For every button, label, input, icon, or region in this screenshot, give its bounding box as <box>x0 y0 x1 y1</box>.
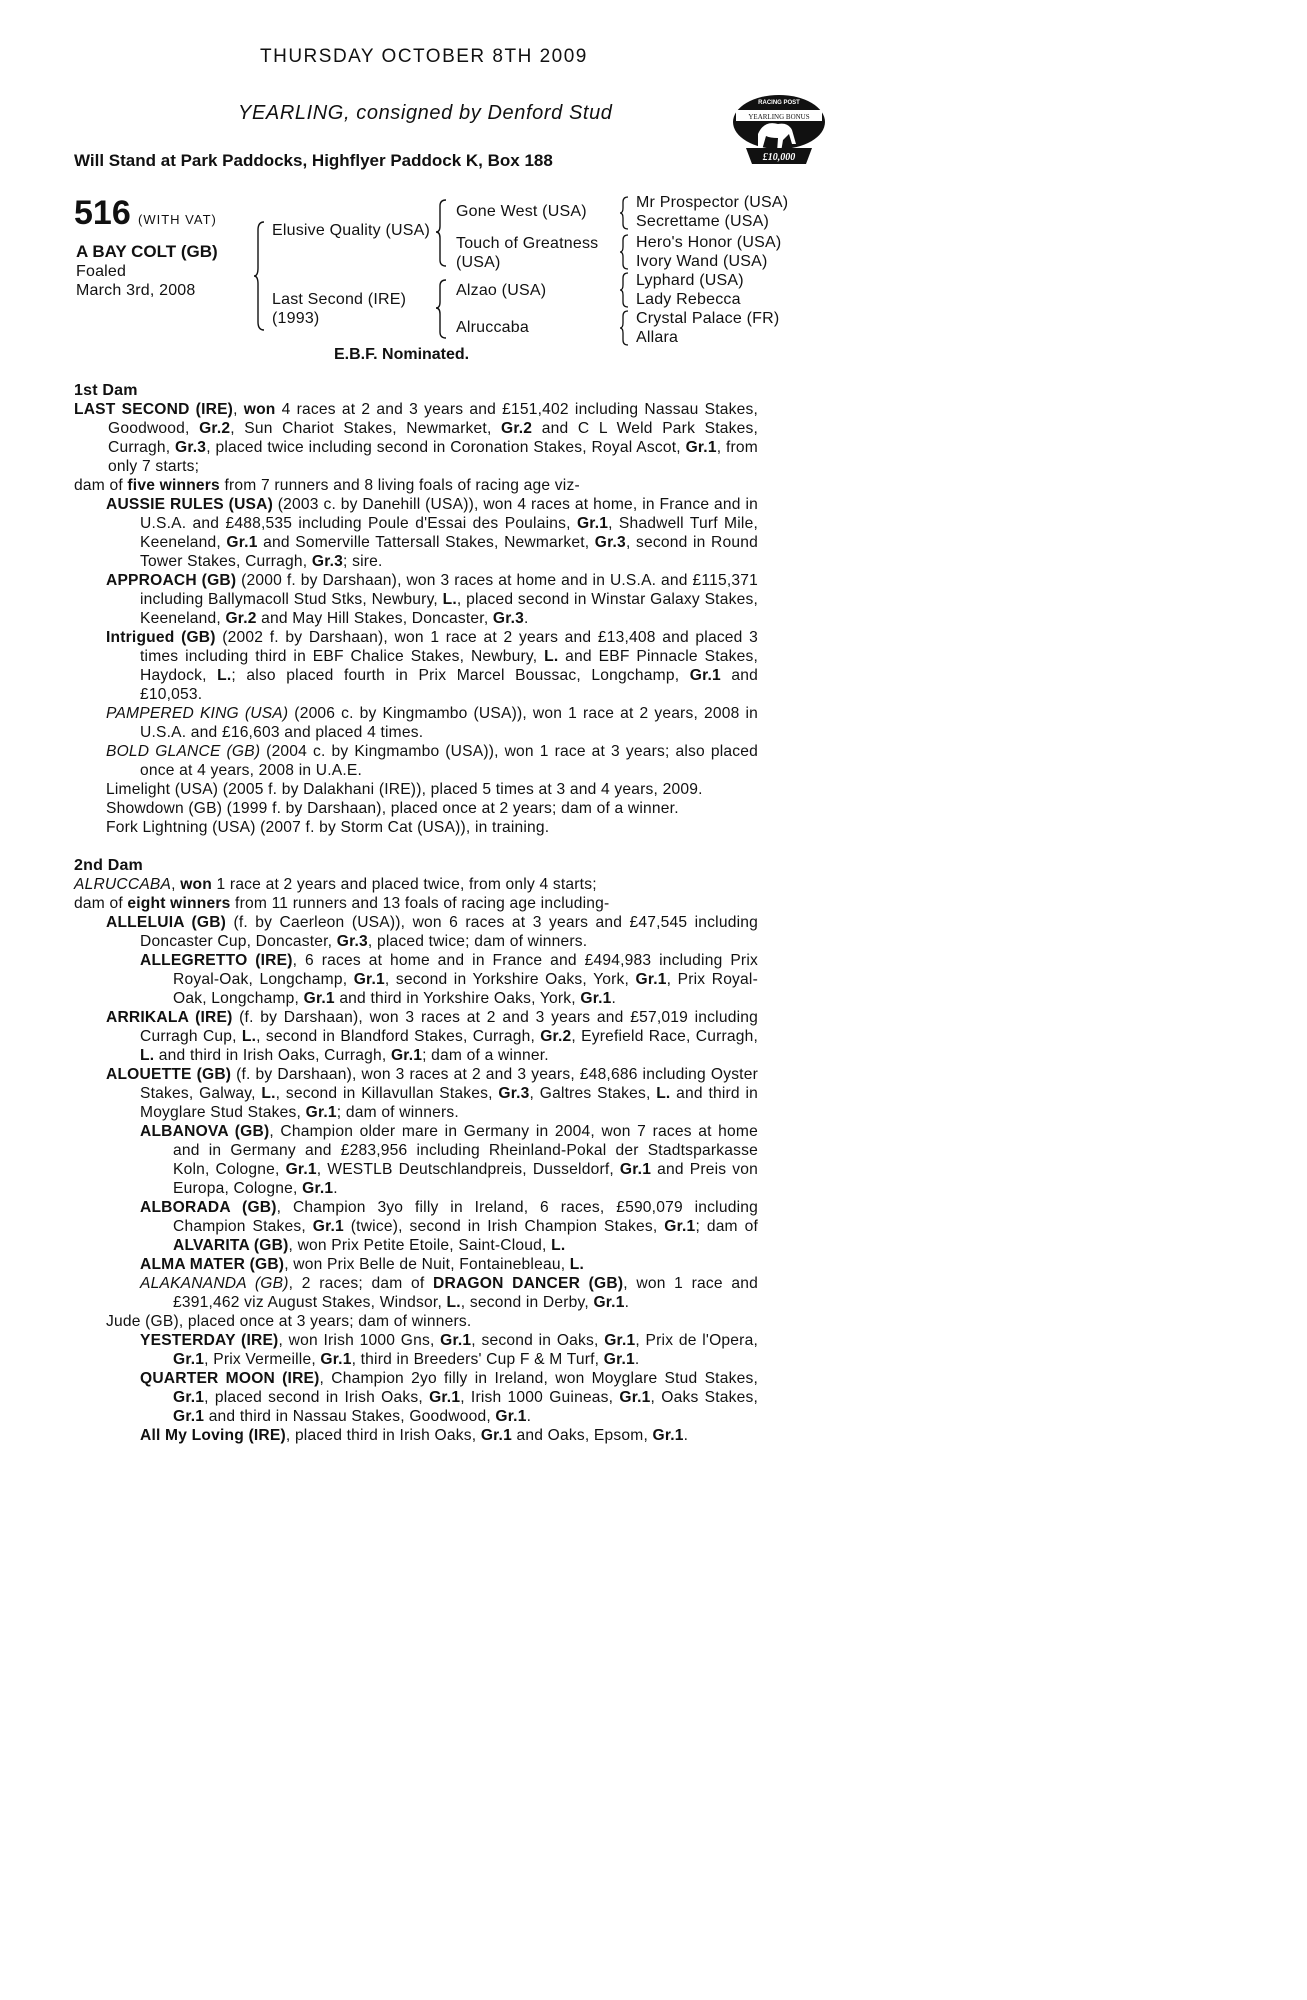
second-dam-entry: ALRUCCABA, won 1 race at 2 years and placed twice, from only 4 starts; <box>74 876 597 893</box>
pedigree-brace-gd2 <box>620 310 630 346</box>
pedigree-ggs-7: Allara <box>636 329 679 346</box>
ebf-nominated: E.B.F. Nominated. <box>334 346 470 363</box>
produce-intrigued: Intrigued (GB) (2002 f. by Darshaan), won 1 race at 2 years and £13,408 and placed 3 times including third in EBF Chalice Stakes, Newbury, L. and EBF Pinnacle Stakes, Haydock, L.; also placed fourth in Prix Marcel Boussac, Longchamp, Gr.1 and £10,053. <box>106 629 759 703</box>
pedigree-sire: Elusive Quality (USA) <box>272 222 431 239</box>
produce-alouette: ALOUETTE (GB) (f. by Darshaan), won 3 races at 2 and 3 years, £48,686 including Oyster Stakes, Galway, L., second in Killavullan Stakes, Gr.3, Galtres Stakes, L. and third in Moyglare Stud Stakes, Gr.1; dam of winners. <box>106 1066 759 1121</box>
produce-albanova: ALBANOVA (GB), Champion older mare in Germany in 2004, won 7 races at home and in Germany and £283,956 including Rheinland-Pokal der Stadtsparkasse Koln, Cologne, Gr.1, WESTLB Deutschlandpreis, Dusseldorf, Gr.1 and Preis von Europa, Cologne, Gr.1. <box>140 1123 758 1197</box>
produce-fork-lightning: Fork Lightning (USA) (2007 f. by Storm Cat (USA)), in training. <box>106 819 550 836</box>
produce-alakananda: ALAKANANDA (GB), 2 races; dam of DRAGON DANCER (GB), won 1 race and £391,462 viz August Stakes, Windsor, L., second in Derby, Gr.1. <box>140 1275 758 1311</box>
produce-allegretto: ALLEGRETTO (IRE), 6 races at home and in France and £494,983 including Prix Royal-Oak, Longchamp, Gr.1, second in Yorkshire Oaks, York, Gr.1, Prix Royal-Oak, Longchamp, Gr.1 and third in Yorkshire Oaks, York, Gr.1. <box>140 952 758 1007</box>
pedigree-ggs-6: Crystal Palace (FR) <box>636 310 780 327</box>
pedigree-damsire: Alzao (USA) <box>456 282 547 299</box>
stand-location: Will Stand at Park Paddocks, Highflyer Paddock K, Box 188 <box>74 151 553 170</box>
pedigree-brace-main <box>254 220 266 332</box>
produce-quarter-moon: QUARTER MOON (IRE), Champion 2yo filly in Ireland, won Moyglare Stud Stakes, Gr.1, placed second in Irish Oaks, Gr.1, Irish 1000 Guineas, Gr.1, Oaks Stakes, Gr.1 and third in Nassau Stakes, Goodwood, Gr.1. <box>140 1370 759 1425</box>
pedigree-grandsire: Gone West (USA) <box>456 203 587 220</box>
first-dam-produce-intro: dam of five winners from 7 runners and 8 living foals of racing age viz- <box>74 477 580 494</box>
pedigree-gs2-line1: Touch of Greatness <box>456 235 599 252</box>
pedigree-brace-gd1 <box>620 272 630 308</box>
pedigree-granddam: Alruccaba <box>456 319 529 336</box>
produce-yesterday: YESTERDAY (IRE), won Irish 1000 Gns, Gr.1, second in Oaks, Gr.1, Prix de l'Opera, Gr.1, Prix Vermeille, Gr.1, third in Breeders' Cup F & M Turf, Gr.1. <box>140 1332 758 1368</box>
catalogue-body <box>74 381 758 1445</box>
badge-amount-text: £10,000 <box>762 152 796 163</box>
foaled-date: March 3rd, 2008 <box>76 282 196 299</box>
badge-top-text: RACING POST <box>758 100 800 106</box>
produce-limelight: Limelight (USA) (2005 f. by Dalakhani (IRE)), placed 5 times at 3 and 4 years, 2009. <box>106 781 703 798</box>
produce-all-my-loving: All My Loving (IRE), placed third in Irish Oaks, Gr.1 and Oaks, Epsom, Gr.1. <box>140 1427 689 1444</box>
produce-alleluia: ALLELUIA (GB) (f. by Caerleon (USA)), won 6 races at 3 years and £47,545 including Doncaster Cup, Doncaster, Gr.3, placed twice; dam of winners. <box>106 914 758 950</box>
lot-name: A BAY COLT (GB) <box>76 242 218 261</box>
produce-jude: Jude (GB), placed once at 3 years; dam of winners. <box>106 1313 472 1330</box>
badge-middle-text: YEARLING BONUS <box>748 113 810 121</box>
first-dam-entry: LAST SECOND (IRE), won 4 races at 2 and 3 years and £151,402 including Nassau Stakes, Goodwood, Gr.2, Sun Chariot Stakes, Newmarket, Gr.2 and C L Weld Park Stakes, Curragh, Gr.3, placed twice including second in Coronation Stakes, Royal Ascot, Gr.1, from only 7 starts; <box>74 401 758 475</box>
consignment-line: YEARLING, consigned by Denford Stud <box>238 102 613 124</box>
produce-pampered-king: PAMPERED KING (USA) (2006 c. by Kingmambo (USA)), won 1 race at 2 years, 2008 in U.S.A. and £16,603 and placed 4 times. <box>106 705 758 741</box>
pedigree-dam <box>272 290 406 328</box>
produce-alma-mater: ALMA MATER (GB), won Prix Belle de Nuit, Fontainebleau, L. <box>140 1256 585 1273</box>
pedigree-ggs-0: Mr Prospector (USA) <box>636 194 789 211</box>
pedigree-ggs-1: Secrettame (USA) <box>636 213 770 230</box>
foaled-info <box>76 262 196 300</box>
pedigree-ggs-5: Lady Rebecca <box>636 291 741 308</box>
produce-alborada: ALBORADA (GB), Champion 3yo filly in Ireland, 6 races, £590,079 including Champion Stakes, Gr.1 (twice), second in Irish Champion Stakes, Gr.1; dam of ALVARITA (GB), won Prix Petite Etoile, Saint-Cloud, L. <box>140 1199 759 1254</box>
pedigree-brace-dam <box>436 278 448 340</box>
pedigree-brace-gs1 <box>620 196 630 230</box>
pedigree-ggs-3: Ivory Wand (USA) <box>636 253 768 270</box>
sale-date: THURSDAY OCTOBER 8TH 2009 <box>260 46 588 67</box>
pedigree-dam-name: Last Second (IRE) <box>272 291 407 308</box>
vat-note: (WITH VAT) <box>138 212 217 227</box>
pedigree-ggs-2: Hero's Honor (USA) <box>636 234 782 251</box>
produce-showdown: Showdown (GB) (1999 f. by Darshaan), placed once at 2 years; dam of a winner. <box>106 800 679 817</box>
second-dam-produce-intro: dam of eight winners from 11 runners and 13 foals of racing age including- <box>74 895 610 912</box>
pedigree-brace-gs2 <box>620 234 630 270</box>
pedigree-grandsire-dam <box>456 234 598 272</box>
first-dam-heading: 1st Dam <box>74 382 138 399</box>
produce-aussie-rules: AUSSIE RULES (USA) (2003 c. by Danehill (USA)), won 4 races at home, in France and in U.S.A. and £488,535 including Poule d'Essai des Poulains, Gr.1, Shadwell Turf Mile, Keeneland, Gr.1 and Somerville Tattersall Stakes, Newmarket, Gr.3, second in Round Tower Stakes, Curragh, Gr.3; sire. <box>106 496 759 570</box>
foaled-label: Foaled <box>76 263 127 280</box>
pedigree-ggs-4: Lyphard (USA) <box>636 272 744 289</box>
pedigree-dam-year: (1993) <box>272 310 320 327</box>
second-dam-heading: 2nd Dam <box>74 857 143 874</box>
pedigree-brace-sire <box>436 198 448 268</box>
produce-bold-glance: BOLD GLANCE (GB) (2004 c. by Kingmambo (USA)), won 1 race at 3 years; also placed once at 4 years, 2008 in U.A.E. <box>106 743 758 779</box>
lot-number: 516 <box>74 194 131 232</box>
yearling-bonus-badge <box>728 92 830 168</box>
pedigree-gs2-line2: (USA) <box>456 254 501 271</box>
produce-approach: APPROACH (GB) (2000 f. by Darshaan), won 3 races at home and in U.S.A. and £115,371 including Ballymacoll Stud Stks, Newbury, L., placed second in Winstar Galaxy Stakes, Keeneland, Gr.2 and May Hill Stakes, Doncaster, Gr.3. <box>106 572 758 627</box>
produce-arrikala: ARRIKALA (IRE) (f. by Darshaan), won 3 races at 2 and 3 years and £57,019 including Curragh Cup, L., second in Blandford Stakes, Curragh, Gr.2, Eyrefield Race, Curragh, L. and third in Irish Oaks, Curragh, Gr.1; dam of a winner. <box>106 1009 759 1064</box>
